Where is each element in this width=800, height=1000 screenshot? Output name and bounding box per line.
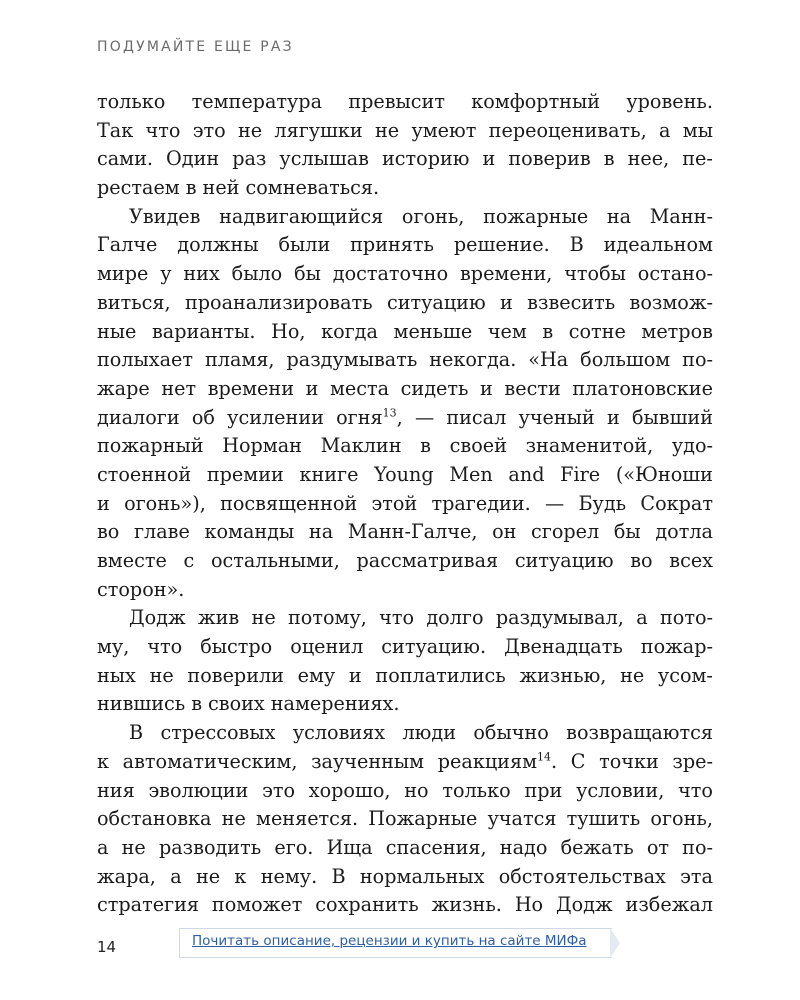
word: а bbox=[636, 606, 648, 630]
word: автоматическим, bbox=[122, 749, 298, 773]
word: комфортный bbox=[471, 90, 601, 113]
word: по- bbox=[682, 348, 713, 372]
word: в bbox=[603, 147, 615, 171]
word: ния bbox=[97, 778, 135, 802]
word: рестаем bbox=[97, 176, 180, 200]
word: и bbox=[305, 376, 319, 400]
text-line bbox=[97, 719, 713, 748]
word: бывший bbox=[631, 405, 713, 429]
word: а bbox=[97, 835, 109, 859]
text-line bbox=[97, 863, 713, 892]
word: ситуацию. bbox=[381, 635, 487, 659]
word: только bbox=[97, 90, 166, 113]
word: жизнь. bbox=[431, 893, 502, 917]
word: ученый bbox=[518, 405, 595, 429]
word: жизнью, bbox=[519, 663, 607, 687]
word: не bbox=[121, 835, 146, 859]
text-line bbox=[97, 289, 713, 318]
word: варианты. bbox=[152, 319, 256, 343]
word: разводить bbox=[158, 835, 262, 859]
word: жара, bbox=[97, 864, 156, 888]
word: раз bbox=[232, 147, 267, 171]
word: ему bbox=[297, 663, 336, 687]
word: сами. bbox=[97, 147, 153, 171]
word: команды bbox=[204, 520, 295, 544]
word: премии bbox=[206, 462, 284, 486]
text-line bbox=[97, 748, 713, 777]
word: сотне bbox=[568, 319, 626, 343]
word: всех bbox=[669, 549, 713, 572]
word: нему. bbox=[260, 864, 318, 888]
word: бы bbox=[294, 262, 321, 286]
word: Ища bbox=[326, 835, 373, 859]
word: Но, bbox=[271, 319, 306, 343]
word: а bbox=[659, 118, 671, 142]
word: Но bbox=[514, 893, 544, 917]
word: этой bbox=[371, 491, 418, 515]
text-line bbox=[97, 346, 713, 375]
word: в bbox=[191, 692, 203, 716]
word: времени, bbox=[459, 262, 553, 286]
word: му, bbox=[97, 635, 130, 659]
word: раздумывал, bbox=[495, 606, 624, 630]
word: не bbox=[237, 118, 263, 142]
word: Пожарные bbox=[368, 807, 478, 831]
buy-link[interactable]: Почитать описание, рецензии и купить на сайте МИФа bbox=[192, 933, 587, 949]
word: Сократ bbox=[640, 491, 713, 515]
word: и bbox=[500, 290, 513, 314]
word: знаменитой, bbox=[525, 434, 654, 458]
word: («Юноши bbox=[615, 462, 713, 486]
word: обстоятельствах bbox=[498, 864, 666, 888]
word: — bbox=[544, 491, 565, 515]
word: пе- bbox=[682, 147, 713, 171]
word: Маклин bbox=[320, 434, 402, 458]
word: них bbox=[183, 262, 220, 286]
word: диалоги bbox=[97, 405, 180, 429]
word: надо bbox=[499, 835, 548, 859]
word: стрессовых bbox=[160, 721, 276, 745]
word: у bbox=[160, 262, 172, 286]
word: метров bbox=[641, 319, 713, 343]
word: — bbox=[414, 405, 435, 429]
word: главе bbox=[134, 520, 190, 544]
word: усом- bbox=[657, 663, 713, 687]
word: его. bbox=[274, 835, 314, 859]
word: трагедии. bbox=[431, 491, 531, 515]
word: огня$^{13}$, bbox=[336, 404, 403, 433]
word: температура bbox=[191, 90, 323, 113]
word: Fire bbox=[560, 462, 601, 486]
word: обычно bbox=[473, 721, 549, 745]
word: Будь bbox=[578, 491, 627, 515]
word: на bbox=[606, 204, 632, 228]
text-line bbox=[97, 203, 713, 232]
word: не bbox=[195, 864, 221, 888]
word: огонь»), bbox=[124, 491, 206, 515]
text-line bbox=[97, 891, 713, 920]
word: принять bbox=[350, 233, 434, 257]
word: и bbox=[606, 405, 620, 429]
word: некогда. bbox=[429, 348, 517, 372]
word: раздумывать bbox=[286, 348, 418, 372]
word: нившись bbox=[97, 692, 186, 716]
word: мы bbox=[682, 118, 713, 142]
word: при bbox=[524, 778, 563, 802]
word: это bbox=[262, 778, 296, 802]
text-line bbox=[97, 805, 713, 834]
word: ных bbox=[97, 663, 136, 687]
word: историю bbox=[382, 147, 470, 171]
word: умеют bbox=[411, 118, 477, 142]
text-line bbox=[97, 375, 713, 404]
word: «На bbox=[528, 348, 569, 372]
word: меняется. bbox=[256, 807, 359, 831]
page-number: 14 bbox=[97, 938, 117, 956]
punctuation: . bbox=[551, 749, 558, 773]
word: вести bbox=[504, 376, 561, 400]
word: Men bbox=[449, 462, 493, 486]
word: пото- bbox=[660, 606, 713, 630]
text-line bbox=[97, 88, 713, 117]
text-line bbox=[97, 690, 713, 719]
word: огонь, bbox=[401, 204, 465, 228]
word: нее, bbox=[627, 147, 670, 171]
text-line bbox=[97, 432, 713, 461]
footnote-marker: 13 bbox=[382, 406, 397, 420]
text-line bbox=[97, 117, 713, 146]
text-line bbox=[97, 518, 713, 547]
word: когда bbox=[321, 319, 378, 343]
word: с bbox=[183, 549, 195, 572]
word: большом bbox=[580, 348, 671, 372]
word: С bbox=[570, 749, 586, 773]
word: оценил bbox=[290, 635, 364, 659]
word: писал bbox=[446, 405, 507, 429]
word: и bbox=[348, 663, 362, 687]
word: нет bbox=[161, 376, 197, 400]
word: а bbox=[170, 864, 182, 888]
word: жив bbox=[197, 606, 240, 630]
word: лягушки bbox=[274, 118, 363, 142]
word: сгорел bbox=[531, 520, 600, 544]
word: Норман bbox=[222, 434, 302, 458]
word: поверили bbox=[187, 663, 284, 687]
word: усилении bbox=[227, 405, 324, 429]
word: быстро bbox=[200, 635, 273, 659]
word: Додж bbox=[129, 606, 186, 630]
word: во bbox=[630, 549, 653, 572]
word: только bbox=[442, 778, 511, 802]
word: огонь, bbox=[650, 807, 713, 831]
word: зре- bbox=[672, 749, 713, 773]
text-line bbox=[97, 404, 713, 433]
word: поможет bbox=[211, 893, 303, 917]
word: Манн-Галче, bbox=[347, 520, 478, 544]
word: в bbox=[185, 176, 197, 200]
word: возмож- bbox=[629, 290, 713, 314]
word: посвященной bbox=[220, 491, 358, 515]
word: превысит bbox=[348, 90, 445, 113]
word: на bbox=[308, 520, 334, 544]
word: вместе bbox=[97, 549, 167, 572]
word: уровень. bbox=[626, 90, 713, 113]
word: пламя, bbox=[204, 348, 275, 372]
word: пожар- bbox=[640, 635, 713, 659]
word: эта bbox=[680, 864, 713, 888]
word: обстановка bbox=[97, 807, 212, 831]
word: было bbox=[231, 262, 283, 286]
word: достаточно bbox=[332, 262, 449, 286]
word: и bbox=[480, 376, 493, 400]
word: поплатились bbox=[375, 663, 506, 687]
word: точки bbox=[599, 749, 659, 773]
text-line bbox=[97, 662, 713, 691]
word: Додж bbox=[556, 893, 613, 917]
word: намерениях. bbox=[270, 692, 400, 716]
word: виться, bbox=[97, 290, 171, 314]
text-line bbox=[97, 318, 713, 347]
word: стоенной bbox=[97, 462, 192, 486]
word: эволюции bbox=[148, 778, 249, 802]
body-text bbox=[97, 88, 713, 920]
word: должны bbox=[177, 233, 259, 257]
word: это bbox=[192, 118, 226, 142]
word: взвесить bbox=[527, 290, 616, 314]
word: учатся bbox=[487, 807, 557, 831]
text-line bbox=[97, 174, 713, 203]
word: от bbox=[646, 835, 669, 859]
word: были bbox=[278, 233, 331, 257]
word: проанализировать bbox=[184, 290, 373, 314]
word: Увидев bbox=[129, 204, 201, 228]
word: меньше bbox=[393, 319, 473, 343]
word: не bbox=[251, 606, 276, 630]
word: к bbox=[97, 749, 109, 773]
text-line bbox=[97, 576, 713, 605]
text-line bbox=[97, 633, 713, 662]
word: не bbox=[620, 663, 645, 687]
word: люди bbox=[402, 721, 456, 745]
word: условии, bbox=[576, 778, 665, 802]
word: что bbox=[147, 635, 183, 659]
word: чтобы bbox=[564, 262, 626, 286]
word: к bbox=[234, 864, 247, 888]
word: жаре bbox=[97, 376, 150, 400]
word: остальными, bbox=[210, 549, 340, 572]
text-line bbox=[97, 777, 713, 806]
word: тушить bbox=[566, 807, 641, 831]
word: что bbox=[678, 778, 713, 802]
word: книге bbox=[299, 462, 359, 486]
word: Young bbox=[374, 462, 434, 486]
footnote-marker: 14 bbox=[537, 750, 551, 764]
word: по- bbox=[682, 835, 713, 859]
word: и bbox=[482, 147, 496, 171]
text-line bbox=[97, 145, 713, 174]
word: об bbox=[191, 405, 215, 429]
word: чем bbox=[487, 319, 527, 343]
word: Манн- bbox=[649, 204, 713, 228]
text-line bbox=[97, 260, 713, 289]
word: В bbox=[569, 233, 584, 257]
word: реакциям$^{14}$. bbox=[438, 748, 557, 777]
word: стратегия bbox=[97, 893, 199, 917]
word: Галче bbox=[97, 233, 158, 257]
word: Так bbox=[97, 118, 134, 142]
word: дотла bbox=[655, 520, 713, 544]
word: and bbox=[508, 462, 545, 486]
text-line bbox=[97, 461, 713, 490]
word: возвращаются bbox=[566, 721, 713, 745]
word: поверив bbox=[508, 147, 591, 171]
word: что bbox=[145, 118, 181, 142]
word: но bbox=[404, 778, 429, 802]
word: остано- bbox=[637, 262, 713, 286]
word: во bbox=[97, 520, 120, 544]
word: переоценивать, bbox=[488, 118, 647, 142]
word: сохранить bbox=[315, 893, 419, 917]
word: идеальном bbox=[603, 233, 713, 257]
word: бы bbox=[613, 520, 641, 544]
text-line bbox=[97, 547, 713, 576]
word: потому, bbox=[288, 606, 367, 630]
running-head: ПОДУМАЙТЕ ЕЩЕ РАЗ bbox=[97, 39, 294, 55]
word: не bbox=[221, 807, 246, 831]
word: платоновские bbox=[572, 376, 713, 400]
text-line bbox=[97, 604, 713, 633]
word: не bbox=[149, 663, 174, 687]
word: избежал bbox=[625, 893, 713, 917]
word: хорошо, bbox=[308, 778, 391, 802]
word: Один bbox=[166, 147, 220, 171]
word: сидеть bbox=[400, 376, 469, 400]
word: сторон». bbox=[97, 577, 185, 601]
word: решение. bbox=[453, 233, 550, 257]
word: он bbox=[492, 520, 517, 544]
word: рассматривая bbox=[356, 549, 499, 572]
word: полыхает bbox=[97, 348, 194, 372]
word: пожарный bbox=[97, 434, 204, 458]
word: бежать bbox=[560, 835, 634, 859]
word: своей bbox=[449, 434, 507, 458]
word: ситуацию bbox=[514, 549, 614, 572]
word: Двенадцать bbox=[504, 635, 623, 659]
text-line bbox=[97, 490, 713, 519]
word: удо- bbox=[671, 434, 713, 458]
word: условиях bbox=[292, 721, 386, 745]
word: времени bbox=[207, 376, 294, 400]
word: в bbox=[420, 434, 431, 458]
text-line bbox=[97, 834, 713, 863]
word: долго bbox=[426, 606, 484, 630]
word: спасения, bbox=[385, 835, 487, 859]
word: заученным bbox=[311, 749, 425, 773]
text-line bbox=[97, 231, 713, 260]
word: и bbox=[97, 491, 110, 515]
word: в bbox=[542, 319, 554, 343]
word: сомневаться. bbox=[245, 176, 380, 200]
word: что bbox=[379, 606, 415, 630]
word: места bbox=[329, 376, 390, 400]
word: нормальных bbox=[359, 864, 485, 888]
word: услышав bbox=[279, 147, 369, 171]
word: ней bbox=[202, 176, 240, 200]
word: В bbox=[129, 721, 144, 745]
word: не bbox=[375, 118, 400, 142]
link-banner-arrow bbox=[610, 928, 620, 958]
punctuation: , bbox=[396, 405, 403, 429]
word: своих bbox=[208, 692, 265, 716]
word: В bbox=[331, 864, 346, 888]
word: мире bbox=[97, 262, 149, 286]
word: надвигающийся bbox=[219, 204, 384, 228]
word: пожарные bbox=[483, 204, 589, 228]
word: ные bbox=[97, 319, 137, 343]
word: ситуацию bbox=[386, 290, 486, 314]
